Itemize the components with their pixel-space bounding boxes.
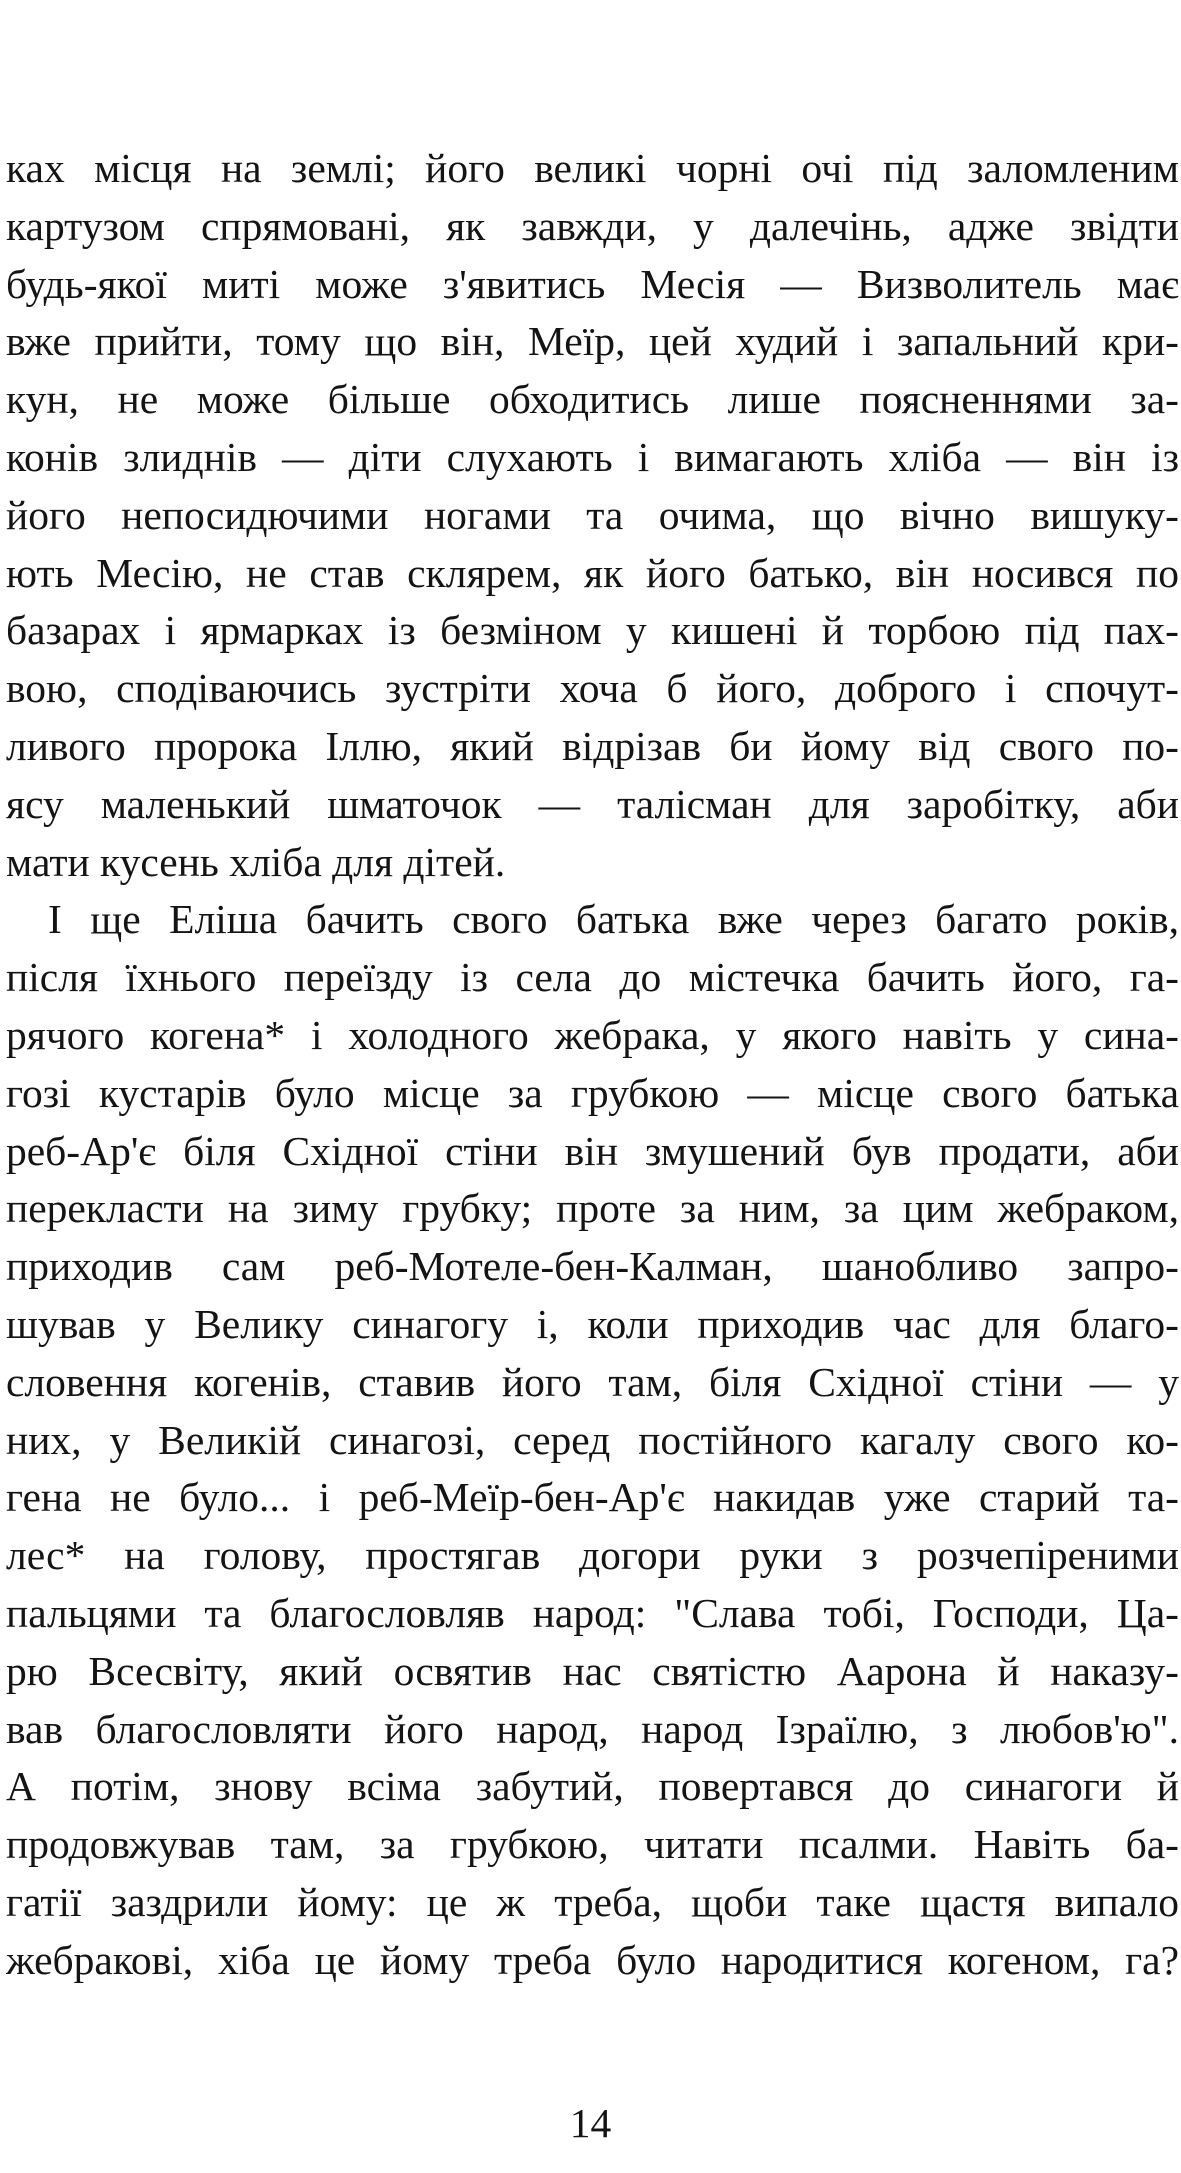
text-line: лес* на голову, простягав догори руки з розчепіреними	[6, 1532, 1179, 1579]
text-line: картузом спрямовані, як завжди, у далечінь, адже звідти	[6, 202, 1179, 249]
text-line: словення когенів, ставив його там, біля Східної стіни — у	[6, 1358, 1179, 1405]
text-line: гатії заздрили йому: це ж треба, щоби таке щастя випало	[6, 1878, 1179, 1925]
text-line: будь-якої миті може з'явитись Месія — Визволитель має	[6, 260, 1179, 307]
text-line: ках місця на землі; його великі чорні очі під заломленим	[6, 145, 1179, 191]
text-line: пальцями та благословляв народ: "Слава тобі, Господи, Ца-	[6, 1589, 1179, 1636]
text-line: його непосидючими ногами та очима, що вічно вишуку-	[6, 491, 1179, 538]
text-line: ясу маленький шматочок — талісман для заробітку, аби	[6, 780, 1179, 827]
text-line: базарах і ярмарках із безміном у кишені й торбою під пах-	[6, 607, 1179, 654]
text-line: продовжував там, за грубкою, читати псалми. Навіть ба-	[6, 1821, 1179, 1868]
text-line: мати кусень хліба для дітей.	[6, 838, 506, 885]
paragraph-1	[6, 140, 1179, 891]
text-line: жебракові, хіба це йому треба було народитися когеном, га?	[6, 1936, 1179, 1983]
page-number: 14	[569, 2100, 612, 2146]
text-line: вже прийти, тому що він, Меїр, цей худий і запальний кри-	[6, 318, 1179, 365]
text-line: ливого пророка Іллю, який відрізав би йому від свого по-	[6, 722, 1179, 769]
text-line: І ще Еліша бачить свого батька вже через багато років,	[48, 896, 1179, 943]
text-line: рю Всесвіту, який освятив нас святістю Аарона й наказу-	[6, 1647, 1179, 1694]
text-line: кун, не може більше обходитись лише поясненнями за-	[6, 376, 1179, 423]
text-line: них, у Великій синагозі, серед постійного кагалу свого ко-	[6, 1416, 1179, 1463]
text-line: приходив сам реб-Мотеле-бен-Калман, шанобливо запро-	[6, 1243, 1179, 1290]
text-line: гена не було... і реб-Меїр-бен-Ар'є накидав уже старий та-	[6, 1474, 1179, 1521]
text-line: перекласти на зиму грубку; проте за ним, за цим жебраком,	[6, 1185, 1179, 1232]
body-text	[6, 140, 1179, 1990]
text-line: А потім, знову всіма забутий, повертався до синагоги й	[6, 1763, 1179, 1810]
text-line: конів злиднів — діти слухають і вимагають хліба — він із	[6, 433, 1179, 480]
text-line: після їхнього переїзду із села до містечка бачить його, га-	[6, 954, 1179, 1001]
text-line: вою, сподіваючись зустріти хоча б його, доброго і спочут-	[6, 665, 1179, 712]
text-line: рячого когена* і холодного жебрака, у якого навіть у сина-	[6, 1011, 1179, 1058]
text-line: реб-Ар'є біля Східної стіни він змушений був продати, аби	[6, 1127, 1179, 1174]
text-line: вав благословляти його народ, народ Ізраїлю, з любов'ю".	[6, 1705, 1179, 1752]
text-line: гозі кустарів було місце за грубкою — місце свого батька	[6, 1069, 1179, 1116]
text-line: ють Месію, не став склярем, як його батько, він носився по	[6, 549, 1179, 596]
paragraph-2	[6, 891, 1179, 1989]
text-line: шував у Велику синагогу і, коли приходив час для благо-	[6, 1300, 1179, 1347]
